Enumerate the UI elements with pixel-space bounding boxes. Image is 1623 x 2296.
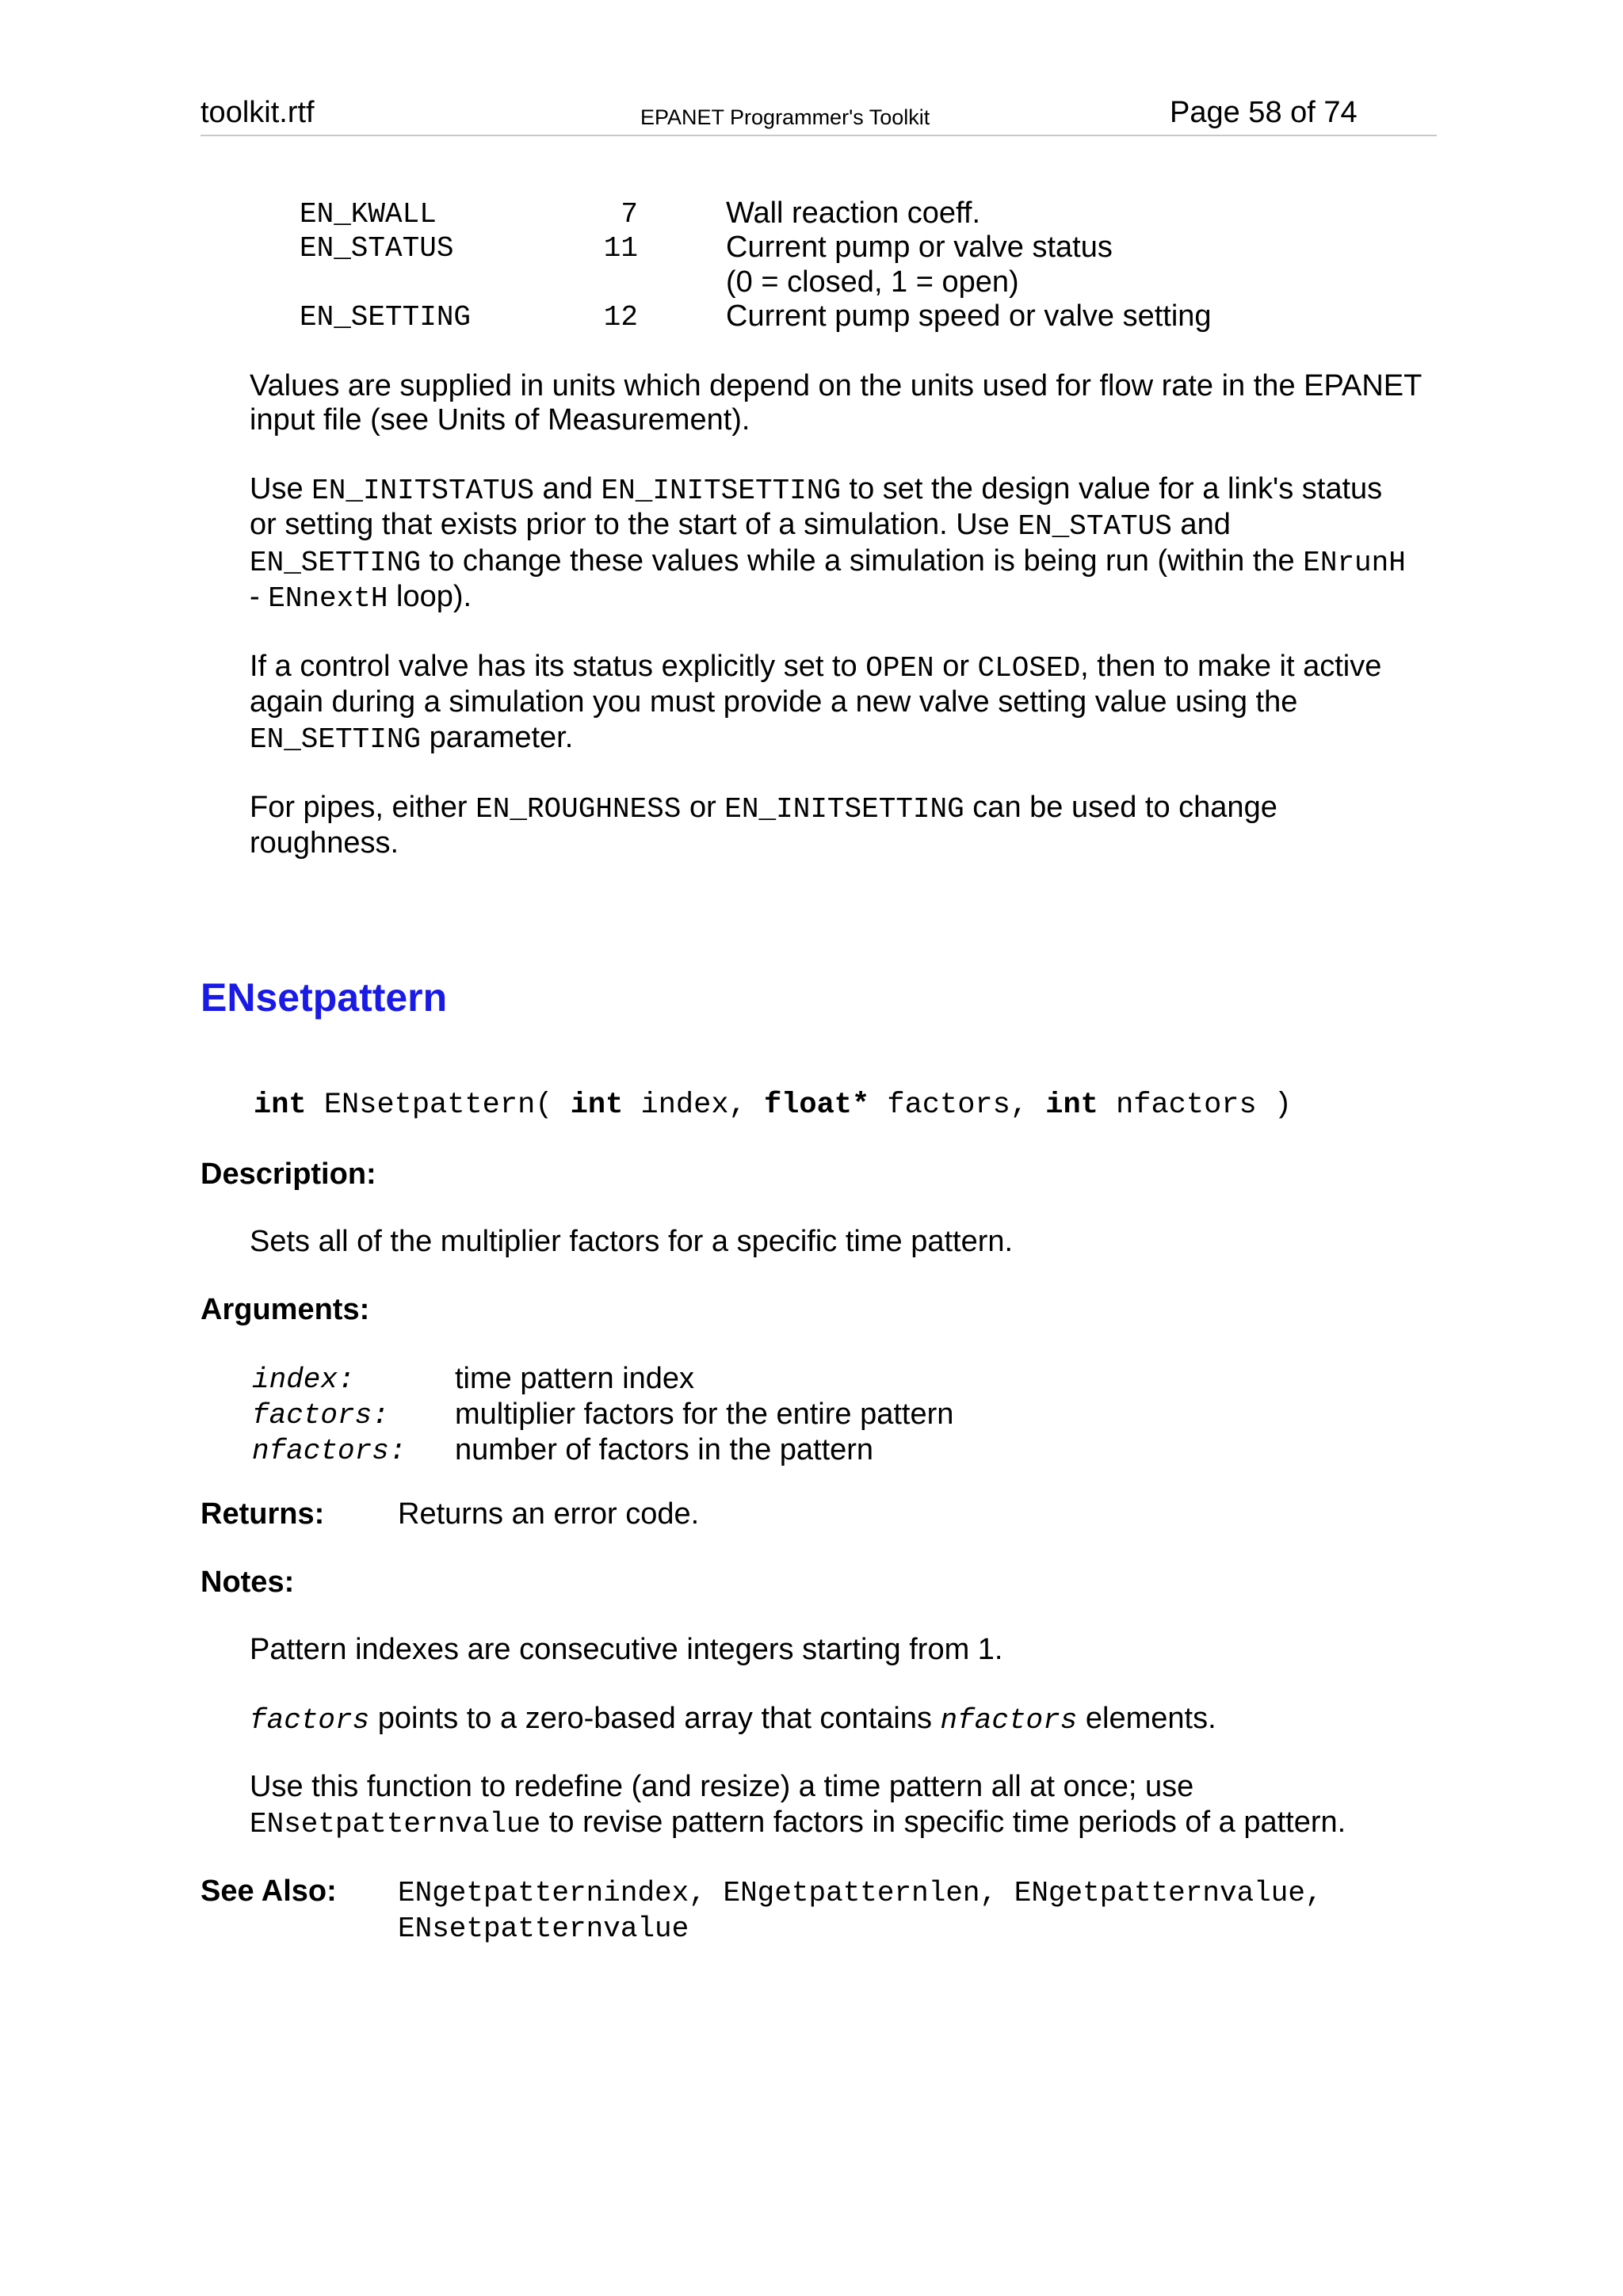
param-code-status: EN_STATUS xyxy=(300,232,454,265)
code-en-initsetting: EN_INITSETTING xyxy=(601,475,841,507)
note-redefine-line1: Use this function to redefine (and resize) a time pattern all at once; use xyxy=(250,1770,1194,1803)
init-paragraph-line4: - ENnextH loop). xyxy=(250,580,472,615)
param-code-kwall: EN_KWALL xyxy=(300,198,437,231)
init-paragraph-line2: or setting that exists prior to the start of a simulation. Use EN_STATUS and xyxy=(250,508,1231,543)
param-value-setting: 12 xyxy=(603,301,638,334)
description-text: Sets all of the multiplier factors for a specific time pattern. xyxy=(250,1225,1014,1258)
see-also-line1[interactable]: ENgetpatternindex, ENgetpatternlen, ENgetpatternvalue, xyxy=(398,1877,1323,1909)
pipes-paragraph-line1: For pipes, either EN_ROUGHNESS or EN_INITSETTING can be used to change xyxy=(250,791,1277,826)
code-en-setting: EN_SETTING xyxy=(250,547,422,579)
header-page-label: Page 58 of 74 xyxy=(1170,96,1358,129)
returns-text: Returns an error code. xyxy=(398,1497,700,1531)
param-value-status: 11 xyxy=(603,232,638,265)
arg-desc-factors: multiplier factors for the entire pattern xyxy=(455,1398,954,1431)
pipes-paragraph-line2: roughness. xyxy=(250,826,399,860)
param-desc-status: Current pump or valve status xyxy=(726,231,1113,264)
function-prototype: int ENsetpattern( int index, float* factors, int nfactors ) xyxy=(254,1089,1293,1122)
code-closed: CLOSED xyxy=(977,652,1081,685)
init-paragraph-line1: Use EN_INITSTATUS and EN_INITSETTING to set the design value for a link's status xyxy=(250,472,1383,507)
header-rule xyxy=(200,135,1437,136)
code-en-initstatus: EN_INITSTATUS xyxy=(311,475,534,507)
code-ennexth: ENnextH xyxy=(268,582,388,615)
param-desc-setting: Current pump speed or valve setting xyxy=(726,299,1212,333)
arg-name-index: index: xyxy=(252,1363,355,1396)
init-paragraph-line3: EN_SETTING to change these values while a simulation is being run (within the ENrunH xyxy=(250,544,1406,579)
code-ensetpatternvalue: ENsetpatternvalue xyxy=(250,1808,541,1840)
code-en-setting-2: EN_SETTING xyxy=(250,723,422,756)
valve-paragraph-line2: again during a simulation you must provide a new valve setting value using the xyxy=(250,685,1298,719)
code-factors: factors xyxy=(250,1704,370,1737)
param-code-setting: EN_SETTING xyxy=(300,301,472,334)
valve-paragraph-line1: If a control valve has its status explicitly set to OPEN or CLOSED, then to make it active xyxy=(250,650,1382,685)
units-paragraph-line1: Values are supplied in units which depend on the units used for flow rate in the EPANET xyxy=(250,369,1423,402)
code-en-roughness: EN_ROUGHNESS xyxy=(475,793,682,826)
valve-paragraph-line3: EN_SETTING parameter. xyxy=(250,721,574,756)
code-open: OPEN xyxy=(865,652,934,685)
header-doc-title: EPANET Programmer's Toolkit xyxy=(640,105,930,129)
arguments-label: Arguments: xyxy=(200,1293,370,1326)
code-enrunh: ENrunH xyxy=(1303,547,1406,579)
param-desc-status-detail: (0 = closed, 1 = open) xyxy=(726,265,1019,299)
code-nfactors: nfactors xyxy=(940,1704,1078,1737)
see-also-label: See Also: xyxy=(200,1875,337,1908)
header-filename: toolkit.rtf xyxy=(200,96,315,129)
description-label: Description: xyxy=(200,1158,376,1191)
returns-label: Returns: xyxy=(200,1497,325,1531)
arg-name-nfactors: nfactors: xyxy=(252,1435,407,1467)
code-en-initsetting-2: EN_INITSETTING xyxy=(724,793,964,826)
notes-label: Notes: xyxy=(200,1566,295,1599)
note-redefine-line2: ENsetpatternvalue to revise pattern factors in specific time periods of a pattern. xyxy=(250,1806,1346,1840)
arg-name-factors: factors: xyxy=(252,1399,389,1432)
arg-desc-nfactors: number of factors in the pattern xyxy=(455,1433,874,1466)
units-paragraph-line2: input file (see Units of Measurement). xyxy=(250,403,750,437)
param-desc-kwall: Wall reaction coeff. xyxy=(726,196,981,230)
code-en-status: EN_STATUS xyxy=(1018,510,1172,543)
param-value-kwall: 7 xyxy=(621,198,638,231)
see-also-line2[interactable]: ENsetpatternvalue xyxy=(398,1913,689,1945)
arg-desc-index: time pattern index xyxy=(455,1362,695,1395)
note-pattern-indexes: Pattern indexes are consecutive integers starting from 1. xyxy=(250,1633,1003,1666)
section-title: ENsetpattern xyxy=(200,975,448,1020)
note-factors-array: factors points to a zero-based array that contains nfactors elements. xyxy=(250,1702,1216,1737)
